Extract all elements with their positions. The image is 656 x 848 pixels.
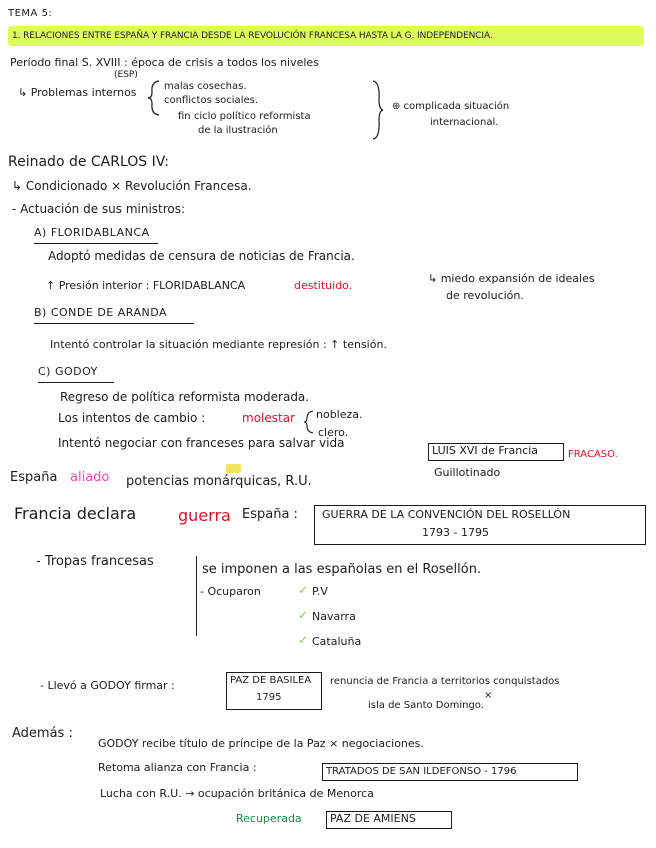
- guerra-word: guerra: [178, 506, 231, 525]
- paz-basilea-year: 1795: [256, 692, 282, 703]
- espana-word: España: [10, 470, 58, 485]
- lucha-line: Lucha con R.U. → ocupación británica de Menorca: [100, 787, 374, 800]
- ademas-label: Además :: [12, 726, 73, 741]
- fracaso-word: FRACASO.: [568, 449, 618, 460]
- problema-3: fin ciclo político reformista: [178, 111, 311, 122]
- aranda-heading: B) CONDE DE ARANDA: [34, 306, 168, 319]
- place-navarra: Navarra: [312, 610, 356, 623]
- floridablanca-underline: [34, 243, 158, 244]
- esp-note: (ESP): [114, 70, 138, 80]
- floridablanca-presion: ↑ Presión interior : FLORIDABLANCA: [46, 279, 246, 292]
- aranda-represion: Intentó controlar la situación mediante represión : ↑ tensión.: [50, 338, 387, 351]
- problema-2: conflictos sociales.: [164, 95, 259, 106]
- clero-item: clero.: [318, 426, 349, 439]
- miedo-line2: de revolución.: [446, 289, 524, 302]
- actuacion-line: - Actuación de sus ministros:: [12, 202, 186, 216]
- luis-xvi: LUIS XVI de Francia: [432, 444, 539, 457]
- guerra-convencion-name: GUERRA DE LA CONVENCIÓN DEL ROSELLÓN: [322, 508, 571, 521]
- periodo-line: Período final S. XVIII : época de crisis a todos los niveles: [10, 56, 319, 69]
- godoy-reformista: Regreso de política reformista moderada.: [60, 390, 310, 404]
- tratados-text: TRATADOS DE SAN ILDEFONSO - 1796: [326, 766, 517, 777]
- problemas-brace: [148, 80, 160, 116]
- page-title: 1. RELACIONES ENTRE ESPAÑA Y FRANCIA DESDE LA REVOLUCIÓN FRANCESA HASTA LA G. INDEPENDENCIA.: [12, 31, 493, 41]
- check-icon: ✓: [298, 633, 309, 647]
- situacion-line2: internacional.: [430, 117, 499, 128]
- molestar-brace: [304, 410, 314, 434]
- renuncia-text: renuncia de Francia a territorios conquistados: [330, 676, 560, 687]
- place-pv: P.V: [312, 585, 328, 598]
- problemas-label: ↳ Problemas internos: [18, 86, 137, 99]
- paz-basilea-name: PAZ DE BASILEA: [230, 675, 312, 686]
- potencias-text: potencias monárquicas, R.U.: [126, 474, 312, 489]
- godoy-underline: [38, 382, 114, 383]
- aranda-underline: [34, 323, 194, 324]
- reinado-heading: Reinado de CARLOS IV:: [8, 154, 169, 170]
- tema-label: TEMA 5:: [8, 8, 53, 19]
- godoy-intentos: Los intentos de cambio :: [58, 411, 206, 425]
- tropas-divider: [196, 556, 197, 636]
- tropas-label: - Tropas francesas: [36, 554, 154, 569]
- nobleza-item: nobleza.: [316, 408, 363, 421]
- godoy-heading: C) GODOY: [38, 365, 98, 378]
- check-icon: ✓: [298, 583, 309, 597]
- condicionado-line: ↳ Condicionado × Revolución Francesa.: [12, 179, 252, 193]
- tropas-imponen: se imponen a las españolas en el Rosellón.: [202, 562, 482, 577]
- place-cataluna: Cataluña: [312, 635, 362, 648]
- renuncia-mark: ×: [484, 690, 493, 701]
- llevo-godoy: - Llevó a GODOY firmar :: [40, 679, 175, 692]
- miedo-line1: ↳ miedo expansión de ideales: [428, 272, 595, 285]
- situacion-line1: ⊕ complicada situación: [392, 101, 510, 112]
- floridablanca-censura: Adoptó medidas de censura de noticias de Francia.: [48, 249, 355, 263]
- guillotinado-note: Guillotinado: [434, 466, 501, 479]
- problema-4: de la ilustración: [198, 125, 278, 136]
- problema-1: malas cosechas.: [164, 81, 247, 92]
- godoy-negociar: Intentó negociar con franceses para salvar vida: [58, 436, 345, 450]
- isla-text: isla de Santo Domingo.: [368, 700, 484, 711]
- guerra-convencion-years: 1793 - 1795: [422, 526, 489, 539]
- espana-target: España :: [242, 507, 298, 522]
- recuperada-word: Recuperada: [236, 812, 302, 825]
- aliado-word: aliado: [70, 470, 110, 485]
- check-icon: ✓: [298, 608, 309, 622]
- principe-line: GODOY recibe título de príncipe de la Paz × negociaciones.: [98, 737, 424, 750]
- floridablanca-heading: A) FLORIDABLANCA: [34, 226, 150, 239]
- amiens-text: PAZ DE AMIENS: [330, 812, 416, 825]
- molestar-word: molestar: [242, 411, 295, 425]
- destituido-word: destituido.: [294, 279, 353, 292]
- ocuparon-label: - Ocuparon: [200, 585, 261, 598]
- crown-doodle: [226, 464, 241, 473]
- francia-declara: Francia declara: [14, 504, 137, 523]
- problemas-right-brace: [372, 80, 384, 140]
- retoma-line: Retoma alianza con Francia :: [98, 761, 257, 774]
